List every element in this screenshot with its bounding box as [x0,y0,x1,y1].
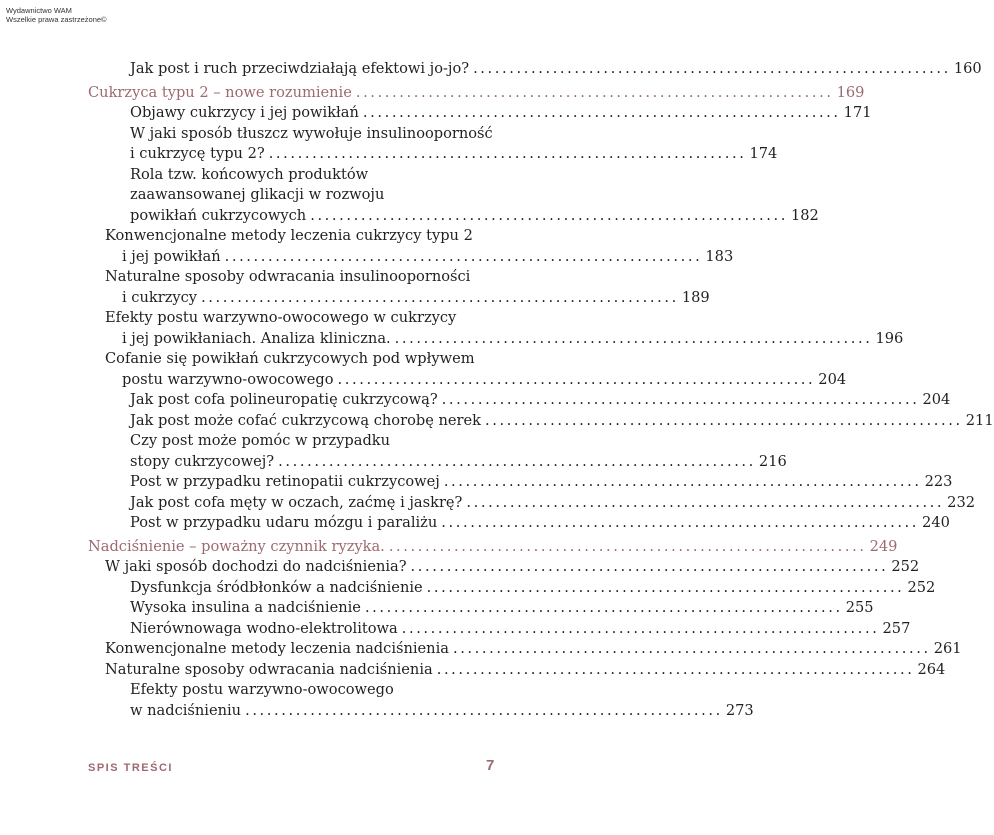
toc-entry-title: Konwencjonalne metody leczenia cukrzycy typu 2 [105,227,473,244]
dot-leader: .................................................................. [466,493,945,511]
dot-leader: .................................................................. [484,411,963,429]
toc-page-number: 160 [953,60,982,77]
toc-entry-title: Efekty postu warzywno-owocowego [130,681,394,698]
toc-entry [105,266,496,287]
toc-entry [122,246,734,267]
toc-section-heading [88,82,865,103]
toc-entry-title: i cukrzycy [122,288,198,306]
toc-entry-title: i jej powikłaniach. Analiza kliniczna. [122,329,391,347]
toc-entry-title: Objawy cukrzycy i jej powikłań [130,104,359,121]
dot-leader: .................................................................. [410,558,889,575]
toc-entry [130,389,951,410]
dot-leader: .................................................................. [441,514,920,531]
toc-page-number: 204 [922,391,951,408]
toc-entry-title: Post w przypadku udaru mózgu i paraliżu [130,514,438,531]
toc-entry-title: Naturalne sposoby odwracania nadciśnienia [105,660,433,678]
toc-page-number: 174 [749,145,778,162]
toc-entry [105,556,920,577]
toc-page-number: 216 [758,452,787,470]
toc-entry-title: Konwencjonalne metody leczenia nadciśnienia [105,640,449,657]
toc-entry-title: w nadciśnieniu [130,701,242,719]
toc-entry-title: Jak post i ruch przeciwdziałają efektowi jo-jo? [130,60,470,77]
toc-entry [130,430,496,451]
dot-leader: .................................................................. [268,145,747,162]
toc-page-number: 257 [882,619,911,637]
toc-entry [122,369,847,390]
dot-leader: .................................................................. [355,83,834,101]
dot-leader: .................................................................. [394,329,873,347]
toc-entry [130,123,496,144]
toc-entry [105,307,496,328]
toc-entry-title: i cukrzycę typu 2? [130,145,265,162]
dot-leader: .................................................................. [245,701,723,719]
toc-entry [130,451,787,472]
toc-page-number: 252 [907,578,936,596]
toc-entry-title: stopy cukrzycowej? [130,452,275,470]
toc-entry [130,205,819,226]
toc-entry [130,410,994,431]
toc-entry [130,700,754,721]
toc-entry-title: Czy post może pomóc w przypadku [130,432,391,449]
toc-entry [105,225,496,246]
toc-page-number: 183 [705,247,734,265]
toc-entry-title: Efekty postu warzywno-owocowego w cukrzycy [105,309,457,326]
toc-page-number: 255 [845,599,874,616]
publisher-name: Wydawnictwo WAM [6,6,72,15]
dot-leader: .................................................................. [201,288,679,306]
copyright-notice: Wszelkie prawa zastrzeżone© [6,15,107,24]
toc-entry [130,471,953,492]
dot-leader: .................................................................. [452,640,931,657]
toc-page-number: 252 [891,558,920,575]
toc-entry-title: Nierównowaga wodno-elektrolitowa [130,619,398,637]
toc-page-number: 182 [790,206,819,224]
dot-leader: .................................................................. [224,247,703,265]
toc-entry-title: Cofanie się powikłań cukrzycowych pod wpływem [105,350,475,367]
toc-entry [130,679,496,700]
toc-entry [105,638,962,659]
dot-leader: .................................................................. [473,60,951,77]
toc-entry [130,492,976,513]
toc-entry [130,58,982,79]
toc-entry [130,184,496,205]
toc-page-number: 171 [843,104,872,121]
toc-entry-title: i jej powikłań [122,247,221,265]
toc-entry-title: zaawansowanej glikacji w rozwoju [130,186,385,203]
toc-entry-title: W jaki sposób tłuszcz wywołuje insulinooporność [130,124,493,142]
toc-entry-title: postu warzywno-owocowego [122,370,334,388]
publisher-notice [6,6,107,24]
toc-entry-title: Dysfunkcja śródbłonków a nadciśnienie [130,578,423,596]
toc-entry-title: Cukrzyca typu 2 – nowe rozumienie [88,83,352,101]
toc-page-number: 169 [836,83,865,101]
toc-page-number: 223 [924,473,953,490]
dot-leader: .................................................................. [362,104,841,121]
toc-entry [105,348,496,369]
toc-entry [130,597,874,618]
toc-page-number: 273 [725,701,754,719]
toc-entry-title: Post w przypadku retinopatii cukrzycowej [130,473,440,490]
running-footer-label: SPIS TREŚCI [88,762,173,774]
dot-leader: .................................................................. [426,578,905,596]
toc-entry-title: powikłań cukrzycowych [130,206,307,224]
dot-leader: .................................................................. [388,537,867,555]
toc-entry [122,287,710,308]
toc-entry-title: Jak post cofa męty w oczach, zaćmę i jaskrę? [130,493,463,511]
toc-entry-title: W jaki sposób dochodzi do nadciśnienia? [105,558,407,575]
toc-entry [122,328,904,349]
dot-leader: .................................................................. [401,619,880,637]
toc-page-number: 196 [875,329,904,347]
toc-page-number: 204 [818,370,847,388]
toc-entry-title: Jak post może cofać cukrzycową chorobę nerek [130,411,481,429]
toc-page-number: 232 [947,493,976,511]
dot-leader: .................................................................. [337,370,816,388]
toc-entry [130,618,911,639]
dot-leader: .................................................................. [443,473,922,490]
toc-page-number: 261 [933,640,962,657]
dot-leader: .................................................................. [364,599,843,616]
page-number: 7 [486,757,495,774]
toc-entry [130,102,872,123]
toc-entry [130,143,778,164]
toc-page-number: 249 [869,537,898,555]
toc-section-heading [88,536,898,557]
toc-page-number: 264 [917,660,946,678]
toc-entry-title: Nadciśnienie – poważny czynnik ryzyka. [88,537,385,555]
toc-entry [105,659,946,680]
dot-leader: .................................................................. [278,452,756,470]
toc-entry [130,577,936,598]
toc-entry [130,164,496,185]
toc-entry [130,512,950,533]
dot-leader: .................................................................. [436,660,915,678]
toc-entry-title: Wysoka insulina a nadciśnienie [130,599,361,616]
toc-entry-title: Jak post cofa polineuropatię cukrzycową? [130,391,438,408]
toc-page-number: 211 [965,411,994,429]
toc-entry-title: Naturalne sposoby odwracania insulinooporności [105,268,471,285]
toc-entry-title: Rola tzw. końcowych produktów [130,165,369,183]
toc-page-number: 189 [681,288,710,306]
dot-leader: .................................................................. [310,206,788,224]
dot-leader: .................................................................. [441,391,920,408]
toc-page-number: 240 [922,514,950,531]
